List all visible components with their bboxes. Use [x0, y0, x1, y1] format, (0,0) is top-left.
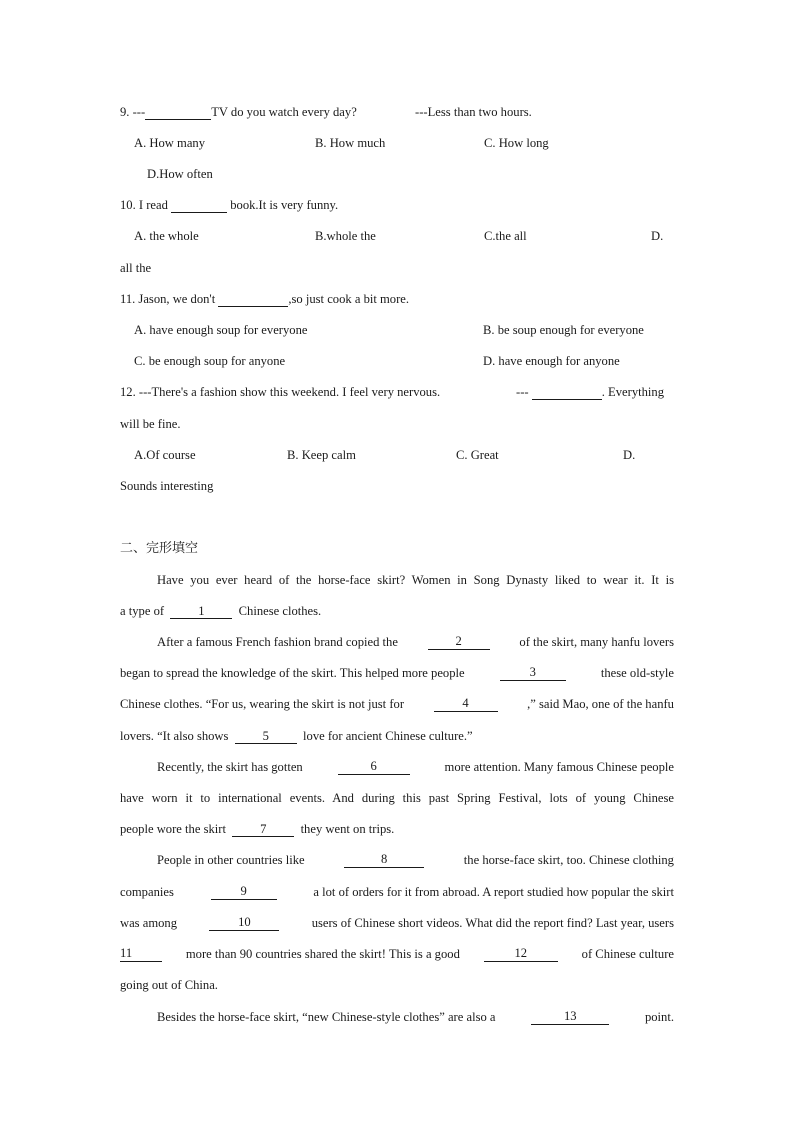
q11-blank — [218, 292, 288, 307]
q10-stem — [120, 197, 338, 213]
q12-stem — [120, 384, 440, 400]
blank-1: 1 — [170, 604, 232, 619]
q11-option-d: D. have enough for anyone — [483, 354, 620, 368]
q9-stem-start: 9. --- — [120, 105, 146, 119]
passage-line: After a famous French fashion brand copied the 2 of the skirt, many hanfu lovers — [157, 634, 674, 649]
q12-stem-end: . Everything — [601, 385, 665, 399]
q9-option-a: A. How many — [134, 136, 206, 150]
q12-option-c: C. Great — [456, 448, 499, 462]
q11-option-a: A. have enough soup for everyone — [134, 323, 308, 337]
blank-4: 4 — [434, 696, 498, 712]
passage-line: going out of China. — [120, 978, 218, 992]
q12-stem-reply — [516, 384, 664, 400]
q10-option-d-text: all the — [120, 261, 152, 275]
passage-line: Have you ever heard of the horse-face skirt? Women in Song Dynasty liked to wear it. It is — [157, 573, 674, 587]
blank-12: 12 — [484, 946, 558, 962]
blank-11: 11 — [120, 946, 162, 962]
q9-answer: ---Less than two hours. — [415, 105, 532, 119]
blank-2: 2 — [428, 634, 490, 650]
q12-option-b: B. Keep calm — [287, 448, 356, 462]
q10-stem-start: 10. I read — [120, 198, 168, 212]
q12-option-a: A.Of course — [134, 448, 196, 462]
q9-stem-end: TV do you watch every day? — [211, 105, 357, 119]
passage-line: was among 10 users of Chinese short videos. What did the report find? Last year, users — [120, 915, 674, 930]
passage-line: have worn it to international events. And during this past Spring Festival, lots of young Chinese — [120, 791, 674, 805]
q10-option-a: A. the whole — [134, 229, 199, 243]
q10-option-d-letter: D. — [651, 229, 664, 243]
passage-line: People in other countries like 8 the horse-face skirt, too. Chinese clothing — [157, 852, 674, 867]
q11-option-c: C. be enough soup for anyone — [134, 354, 286, 368]
passage-line: 11 more than 90 countries shared the skirt! This is a good 12 of Chinese culture — [120, 946, 674, 961]
blank-5: 5 — [235, 729, 297, 744]
q9-blank — [145, 105, 211, 120]
blank-9: 9 — [211, 884, 277, 900]
passage-line: Recently, the skirt has gotten 6 more attention. Many famous Chinese people — [157, 759, 674, 774]
blank-10: 10 — [209, 915, 279, 931]
q10-blank — [171, 198, 227, 213]
q9-stem — [120, 104, 357, 120]
passage-line: Besides the horse-face skirt, “new Chinese-style clothes” are also a 13 point. — [157, 1009, 674, 1024]
q12-option-d-letter: D. — [623, 448, 636, 462]
passage-line: Chinese clothes. “For us, wearing the skirt is not just for 4 ,” said Mao, one of the hanfu — [120, 696, 674, 711]
q12-stem-cont: will be fine. — [120, 417, 181, 431]
passage-line: a type of 1 Chinese clothes. — [120, 604, 322, 618]
q12-dash: --- — [516, 385, 529, 399]
blank-3: 3 — [500, 665, 566, 681]
q11-option-b: B. be soup enough for everyone — [483, 323, 644, 337]
q11-stem-end: ,so just cook a bit more. — [288, 292, 410, 306]
passage-line: began to spread the knowledge of the skirt. This helped more people 3 these old-style — [120, 665, 674, 680]
passage-line: companies 9 a lot of orders for it from abroad. A report studied how popular the skirt — [120, 884, 674, 899]
q12-stem-start: 12. ---There's a fashion show this weekend. I feel very nervous. — [120, 385, 441, 399]
q10-option-c: C.the all — [484, 229, 527, 243]
q11-stem-start: 11. Jason, we don't — [120, 292, 216, 306]
passage-line: people wore the skirt 7 they went on trips. — [120, 822, 395, 836]
q10-option-b: B.whole the — [315, 229, 376, 243]
q9-option-b: B. How much — [315, 136, 386, 150]
passage-line: lovers. “It also shows 5 love for ancient Chinese culture.” — [120, 729, 473, 743]
blank-6: 6 — [338, 759, 410, 775]
q12-blank — [532, 385, 602, 400]
q10-stem-end: book.It is very funny. — [230, 198, 339, 212]
blank-8: 8 — [344, 852, 424, 868]
blank-7: 7 — [232, 822, 294, 837]
section-title: 二、完形填空 — [120, 541, 199, 556]
q11-stem — [120, 291, 409, 307]
q9-option-d: D.How often — [147, 167, 213, 181]
q12-option-d-text: Sounds interesting — [120, 479, 214, 493]
blank-13: 13 — [531, 1009, 609, 1025]
q9-option-c: C. How long — [484, 136, 549, 150]
